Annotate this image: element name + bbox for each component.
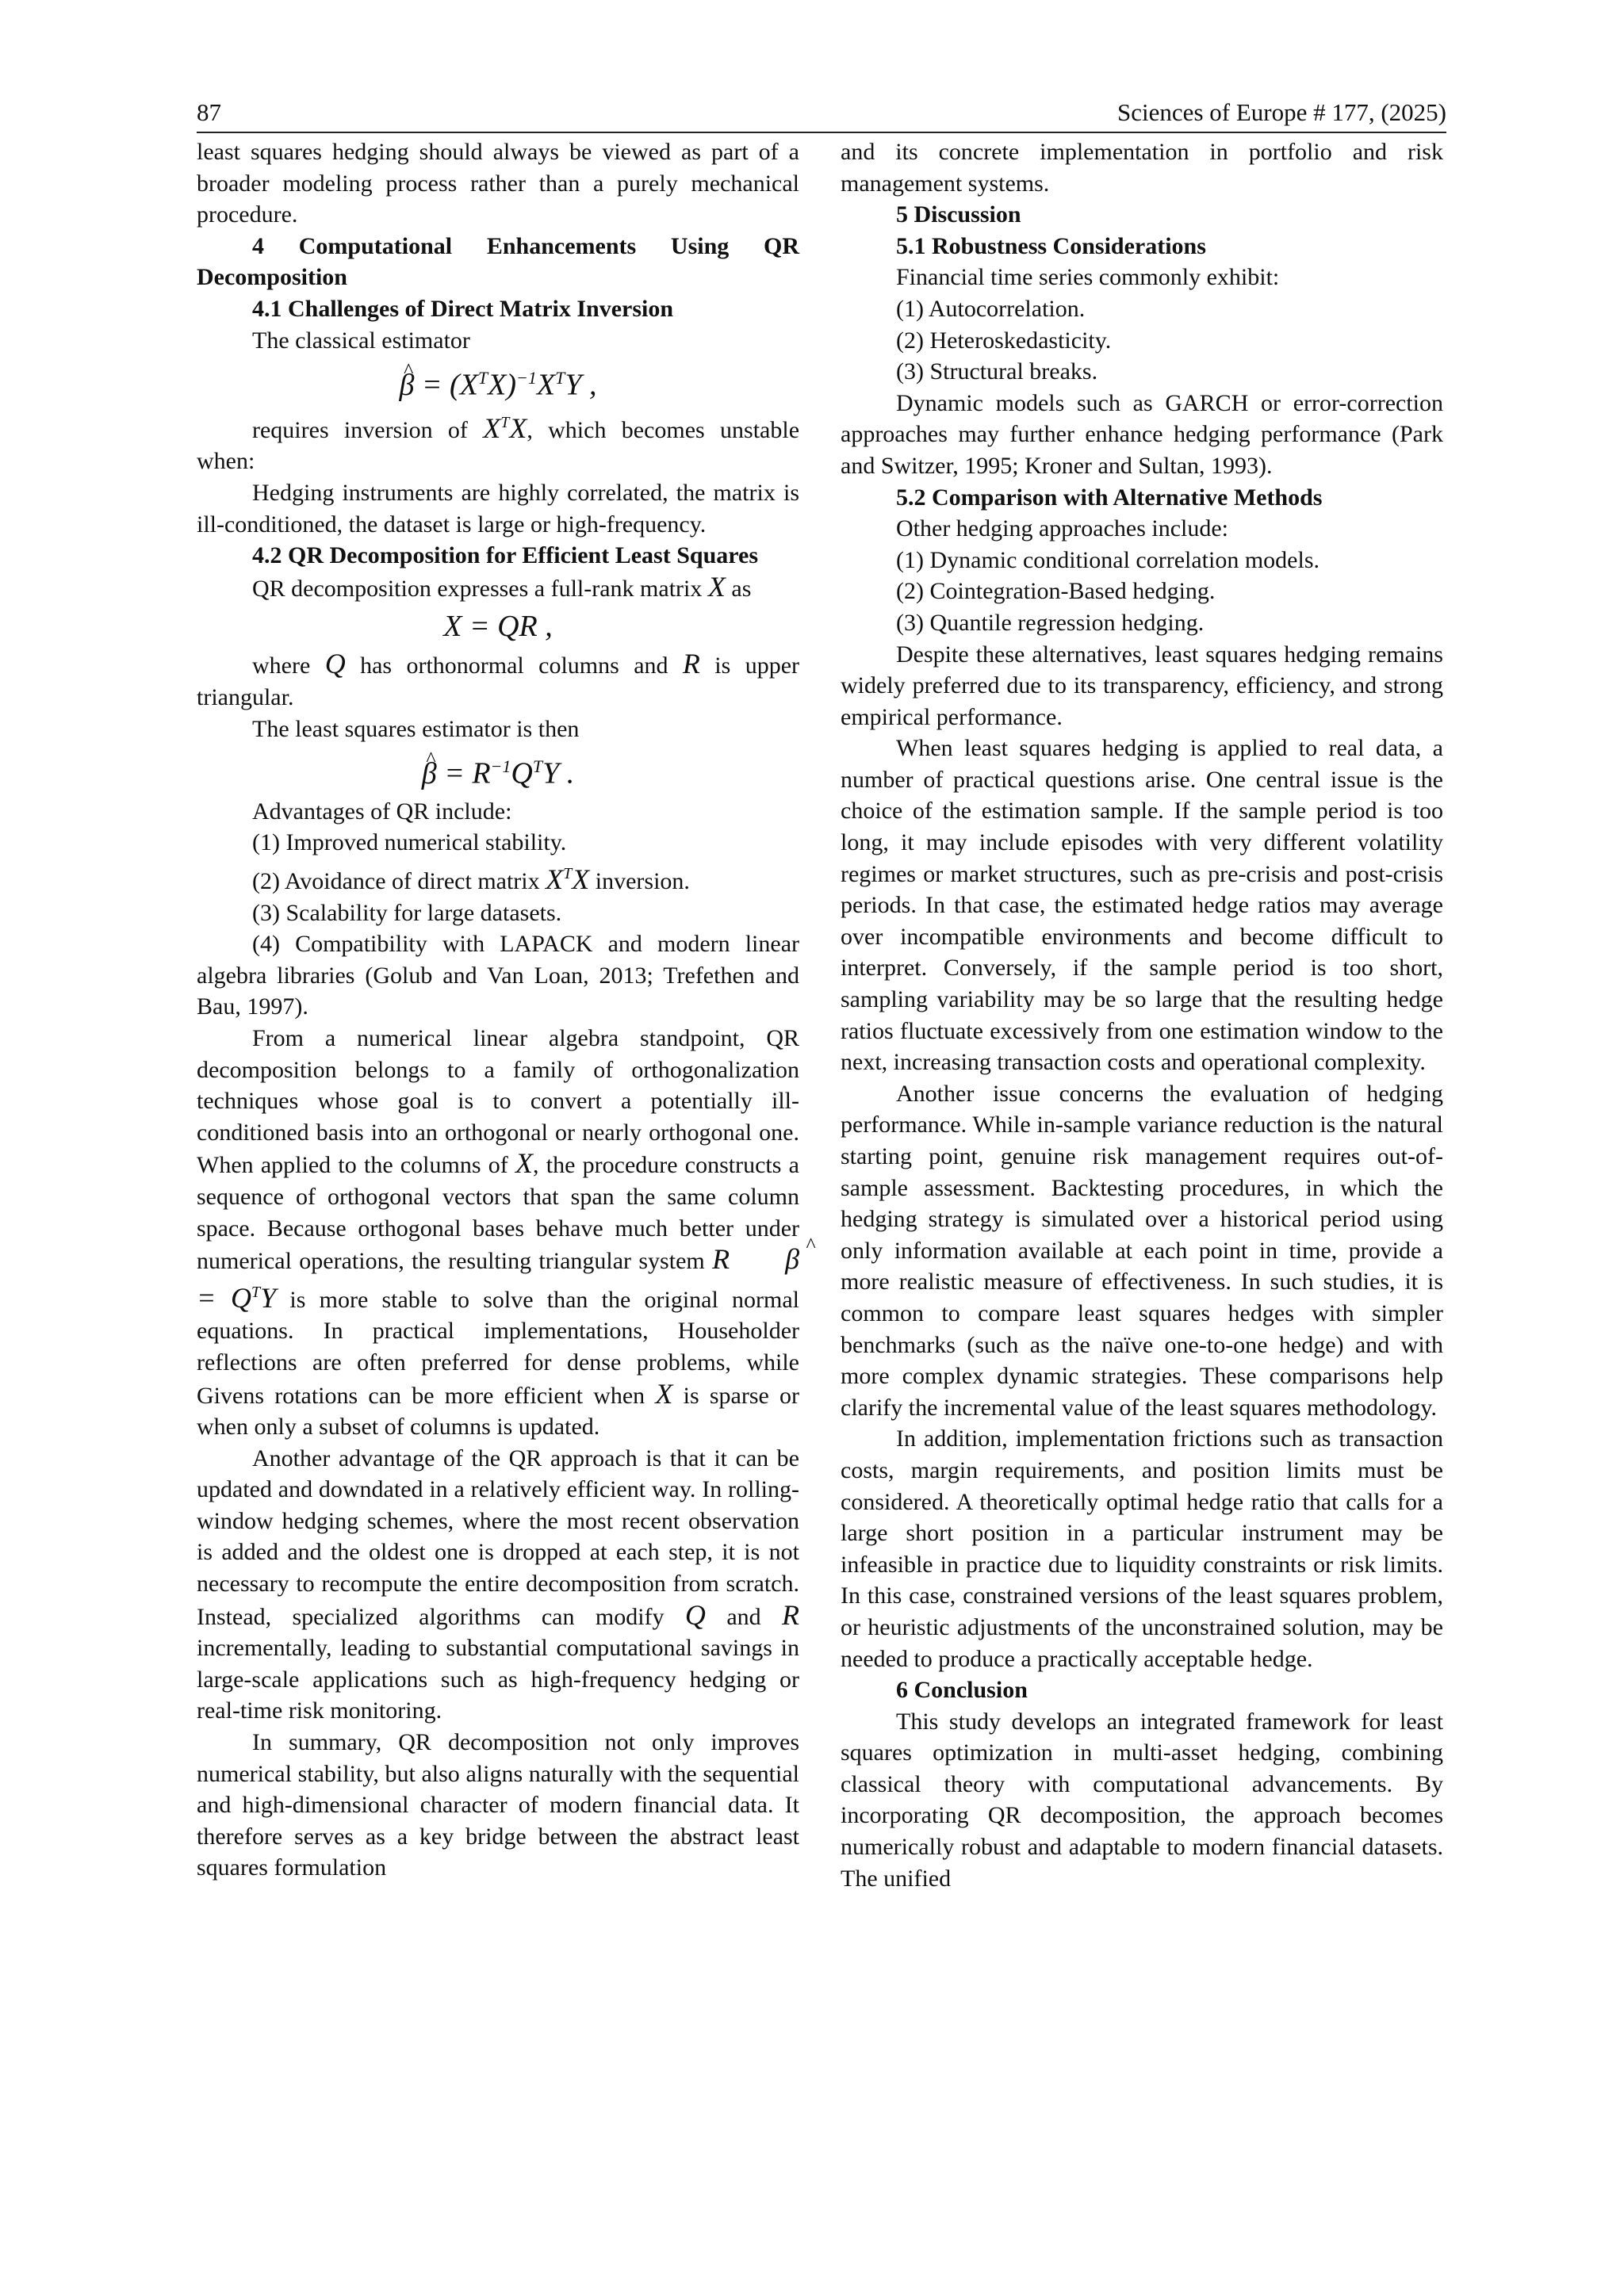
right-column xyxy=(841,136,1443,1894)
paragraph: requires inversion of $X^TX$, which becomes unstable when: xyxy=(197,411,800,475)
list-item: (3) Quantile regression hedging. xyxy=(896,609,1205,636)
equation-least-squares-qr: ^ $\beta = R^{-1}Q^TY$ . xyxy=(197,746,799,794)
section-heading-6: 6 Conclusion xyxy=(896,1677,1028,1704)
paragraph: least squares hedging should always be viewed as part of a broader modeling process rather than a purely mechanical procedure. xyxy=(197,139,799,228)
paragraph: Another issue concerns the evaluation of hedging performance. While in-sample variance reduction is the natural starting point, genuine risk management requires out-of-sample assessment. Backtesting procedures, in which the hedging strategy is simulated over a historical period using only information available at each point in time, provide a more realistic measure of effectiveness. In such studies, it is common to compare least squares hedges with simpler benchmarks (such as the naïve one-to-one hedge) and with more complex dynamic strategies. These comparisons help clarify the incremental value of the least squares methodology. xyxy=(841,1080,1443,1421)
list-item: (2) Avoidance of direct matrix $X^TX$ inversion. xyxy=(252,863,690,895)
equation-qr: X = QR , xyxy=(443,610,553,644)
paragraph: Dynamic models such as GARCH or error-correction approaches may further enhance hedging performance (Park and Switzer, 1995; Kroner and Sultan, 1993). xyxy=(841,389,1443,479)
list-item: (4) Compatibility with LAPACK and modern linear algebra libraries (Golub and Van Loan, 2013; Trefethen and Bau, 1997). xyxy=(197,931,799,1020)
paragraph: QR decomposition expresses a full-rank matrix X as xyxy=(252,570,752,603)
running-header xyxy=(197,97,1446,133)
subsection-heading-5-1: 5.1 Robustness Considerations xyxy=(896,232,1206,259)
paragraph: Another advantage of the QR approach is that it can be updated and downdated in a relatively efficient way. In rolling-window hedging schemes, where the most recent observation is added and the oldest one is dropped at each step, it is not necessary to recompute the entire decomposition from scratch. Instead, specialized algorithms can modify Q and R incrementally, leading to substantial computational savings in large-scale applications such as high-frequency hedging or real-time risk monitoring. xyxy=(197,1445,800,1724)
paragraph: and its concrete implementation in portfolio and risk management systems. xyxy=(841,139,1443,197)
equation-classical-estimator: ^ $\beta = (X^TX)^{-1}X^TY$ , xyxy=(197,358,799,406)
paragraph: The classical estimator xyxy=(252,327,470,354)
paragraph: Other hedging approaches include: xyxy=(896,515,1229,542)
subsection-heading-4-2: 4.2 QR Decomposition for Efficient Least Squares xyxy=(252,542,759,569)
list-item: (3) Scalability for large datasets. xyxy=(252,899,562,926)
paragraph: In addition, implementation frictions such as transaction costs, margin requirements, and position limits must be considered. A theoretically optimal hedge ratio that calls for a large short position in a particular instrument may be infeasible in practice due to liquidity constraints or risk limits. In this case, constrained versions of the least squares problem, or heuristic adjustments of the unconstrained solution, may be needed to produce a practically acceptable hedge. xyxy=(841,1425,1443,1672)
list-item: (1) Autocorrelation. xyxy=(896,295,1086,322)
journal-title: Sciences of Europe # 177, (2025) xyxy=(1117,98,1446,126)
paragraph: From a numerical linear algebra standpoint, QR decomposition belongs to a family of orthogonalization techniques whose goal is to convert a potentially ill-conditioned basis into an orthogonal or nearly orthogonal one. When applied to the columns of X, the procedure constructs a sequence of orthogonal vectors that span the same column space. Because orthogonal bases behave much better under numerical operations, the resulting triangular system R^ $\beta = Q^TY$ is more stable to solve than the original normal equations. In practical implementations, Householder reflections are often preferred for dense problems, while Givens rotations can be more efficient when X is sparse or when only a subset of columns is updated. xyxy=(197,1023,799,1443)
page-number: 87 xyxy=(197,98,221,126)
paragraph: Despite these alternatives, least squares hedging remains widely preferred due to its transparency, efficiency, and strong empirical performance. xyxy=(841,641,1443,730)
subsection-heading-5-2: 5.2 Comparison with Alternative Methods xyxy=(896,484,1323,511)
section-heading-5: 5 Discussion xyxy=(896,201,1021,228)
paragraph: The least squares estimator is then xyxy=(252,715,580,742)
paragraph: Hedging instruments are highly correlated, the matrix is ill-conditioned, the dataset is large or high-frequency. xyxy=(197,480,799,538)
subsection-heading-4-1: 4.1 Challenges of Direct Matrix Inversion xyxy=(252,295,674,322)
section-heading-4: 4 Computational Enhancements Using QR Decomposition xyxy=(197,232,799,291)
list-item: (2) Heteroskedasticity. xyxy=(896,327,1112,354)
paragraph: When least squares hedging is applied to real data, a number of practical questions arise. One central issue is the choice of the estimation sample. If the sample period is too long, it may include episodes with very different volatility regimes or market structures, such as pre-crisis and post-crisis periods. In that case, the estimated hedge ratios may average over incompatible environments and become difficult to interpret. Conversely, if the sample period is too short, sampling variability may be so large that the resulting hedge ratios fluctuate excessively from one estimation window to the next, increasing transaction costs and operational complexity. xyxy=(841,735,1443,1076)
paragraph: where Q has orthonormal columns and R is upper triangular. xyxy=(197,648,799,710)
paragraph: In summary, QR decomposition not only improves numerical stability, but also aligns naturally with the sequential and high-dimensional character of modern financial data. It therefore serves as a key bridge between the abstract least squares formulation xyxy=(197,1729,799,1881)
paragraph: This study develops an integrated framework for least squares optimization in multi-asset hedging, combining classical theory with computational advancements. By incorporating QR decomposition, the approach becomes numerically robust and adaptable to modern financial datasets. The unified xyxy=(841,1708,1443,1892)
left-column xyxy=(197,136,799,1884)
list-item: (1) Dynamic conditional correlation models. xyxy=(896,546,1320,573)
paragraph: Advantages of QR include: xyxy=(252,798,512,825)
list-item: (2) Cointegration-Based hedging. xyxy=(896,578,1216,605)
paragraph: Financial time series commonly exhibit: xyxy=(896,264,1280,291)
list-item: (3) Structural breaks. xyxy=(896,358,1098,385)
list-item: (1) Improved numerical stability. xyxy=(252,829,567,856)
